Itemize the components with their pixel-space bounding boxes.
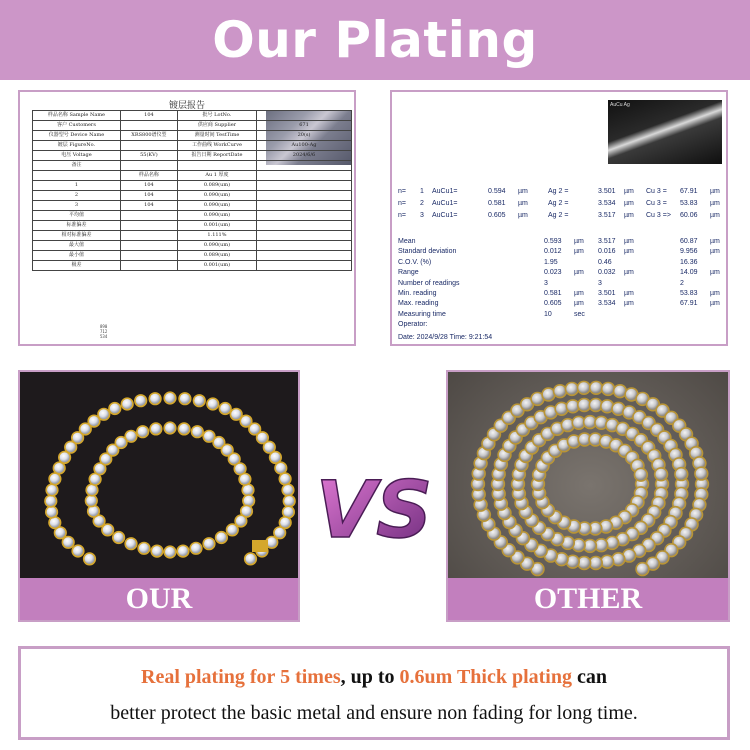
report-info-row: 备注 — [33, 161, 352, 171]
report-meas-row: 1 104 0.089(um) — [33, 181, 352, 191]
report-date: Date: 2024/9/28 Time: 9:21:54 — [398, 334, 493, 341]
caption-box — [18, 646, 730, 740]
stat-row: Mean 0.593 µm 3.517 µm 60.87 µm — [398, 238, 720, 245]
report-table — [32, 110, 352, 271]
report-meas-row: 平均值 0.090(um) — [33, 211, 352, 221]
report-info-row: 客户 Customers 供应商 Supplier 671 — [33, 121, 352, 131]
stat-row: Standard deviation 0.012 µm 0.016 µm 9.956 µm — [398, 248, 720, 256]
measurement-row: n= 3 AuCu1= 0.605 µm Ag 2 = 3.517 µm Cu 3 => 60.06 µm — [398, 212, 720, 219]
stat-row: Measuring time 10 sec — [398, 310, 585, 318]
report-meas-row: 最大值 0.090(um) — [33, 241, 352, 251]
report-meas-row: 相对标准偏差 1.111% — [33, 231, 352, 241]
plating-report-left — [18, 90, 356, 346]
report-meas-row: 极差 0.001(um) — [33, 261, 352, 271]
our-chain-photo — [18, 370, 300, 622]
report-meas-row: 2 104 0.090(um) — [33, 191, 352, 201]
stat-row: C.O.V. (%) 1.95 0.46 16.36 — [398, 258, 698, 266]
other-label: OTHER — [448, 578, 728, 620]
measurement-row: n= 2 AuCu1= 0.581 µm Ag 2 = 3.534 µm Cu 3 = 53.83 µm — [398, 200, 720, 207]
stat-row: Min. reading 0.581 µm 3.501 µm 53.83 µm — [398, 290, 720, 297]
measurement-row: n= 1 AuCu1= 0.594 µm Ag 2 = 3.501 µm Cu 3 = 67.91 µm — [398, 188, 720, 195]
report-title: 镀层报告 — [168, 101, 205, 111]
cross-section-image — [608, 100, 722, 164]
report-meas-row: 最小值 0.089(um) — [33, 251, 352, 261]
other-chain-photo — [446, 370, 730, 622]
caption-highlight-2: 0.6um Thick plating — [399, 666, 572, 688]
page-title: Our Plating — [212, 11, 538, 69]
header-banner — [0, 0, 750, 80]
report-info-row: 样品名称 Sample Name 104 批号 LotNo. — [33, 111, 352, 121]
image-tag: AuCu Ag — [610, 102, 630, 108]
report-info-row: 电压 Voltage 55(KV) 报告日期 ReportDate 2024/6/6 — [33, 151, 352, 161]
caption-line-2: better protect the basic metal and ensure non fading for long time. — [110, 702, 638, 724]
caption-line-1: Real plating for 5 times, up to 0.6um Thick plating can — [141, 666, 607, 688]
plating-report-right — [390, 90, 728, 346]
report-meas-row: 3 104 0.090(um) — [33, 201, 352, 211]
report-info-row: 仪器型号 Device Name XRS800谱仪型 测量时间 TestTime 20(s) — [33, 131, 352, 141]
caption-highlight-1: Real plating for 5 times — [141, 666, 341, 688]
stat-row: Operator: — [398, 321, 428, 329]
report-meas-header: 样品名称 Au 1 厚度 — [33, 171, 352, 181]
stat-row: Max. reading 0.605 µm 3.534 µm 67.91 µm — [398, 300, 720, 308]
stat-row: Number of readings 3 3 2 — [398, 279, 684, 287]
report-meas-row: 标准偏差 0.001(um) — [33, 221, 352, 231]
stat-row: Range 0.023 µm 0.032 µm 14.09 µm — [398, 269, 720, 277]
our-label: OUR — [20, 578, 298, 620]
vs-graphic — [312, 465, 436, 555]
report-footer: 890 712 534 — [100, 324, 108, 339]
svg-text:VS: VS — [315, 466, 433, 555]
report-info-row: 镀层 FigureNo. 工作曲线 WorkCurve Au100-Ag — [33, 141, 352, 151]
